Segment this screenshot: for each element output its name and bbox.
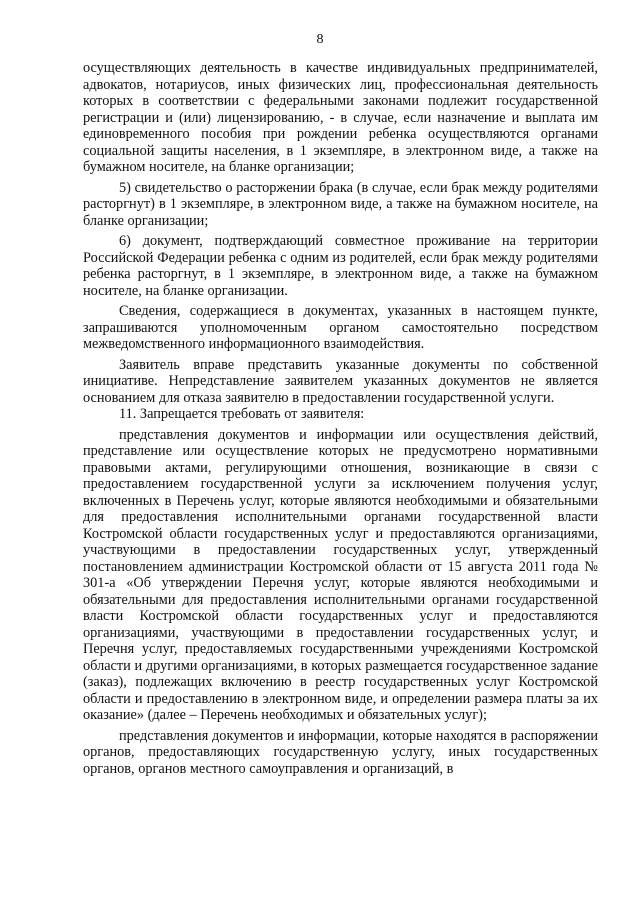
page-number: 8 [316,32,324,47]
paragraph-prohibition-1: представления документов и информации или осуществления действий, представление или осуществление которых не предусмотрено нормативными правовыми актами, регулирующими отношения, возникающие в связи с предоставлением государственной услуги за исключением получения услуг, включенных в Перечень услуг, которые являются необходимыми и обязательными для предоставления исполнительными органами государственной власти Костромской области государственных услуг и предоставляются организациями, участвующими в предоставлении государственных услуг, утвержденный постановлением администрации Костромской области от 15 августа 2011 года № 301-а «Об утверждении Перечня услуг, которые являются необходимыми и обязательными для предоставления исполнительными органами государственной власти Костромской области государственных услуг и предоставляются организациями, участвующими в предоставлении государственных услуг, и Перечня услуг, предоставляемых государственными учреждениями Костромской области и другими организациями, в которых размещается государственное задание (заказ), подлежащих включению в реестр государственных услуг Костромской области и предоставлению в электронном виде, и определении размера платы за их оказание» (далее – Перечень необходимых и обязательных услуг); [83,426,598,723]
paragraph-applicant-right: Заявитель вправе представить указанные документы по собственной инициативе. Непредставление заявителем указанных документов не является основанием для отказа заявителю в предоставлении государственной услуги. [83,356,598,406]
paragraph-item-5: 5) свидетельство о расторжении брака (в случае, если брак между родителями расторгнут) в 1 экземпляре, в электронном виде, а также на бумажном носителе, на бланке организации; [83,179,598,229]
paragraph-interagency-info: Сведения, содержащиеся в документах, указанных в настоящем пункте, запрашиваются уполномоченным органом самостоятельно посредством межведомственного информационного взаимодействия. [83,303,598,352]
paragraph-prohibition-2: представления документов и информации, которые находятся в распоряжении органов, предоставляющих государственную услугу, иных государственных органов, органов местного самоуправления и организаций, в [83,727,598,777]
paragraph-item-6: 6) документ, подтверждающий совместное проживание на территории Российской Федерации ребенка с одним из родителей, если брак между родителями ребенка расторгнут, в 1 экземпляре, в электронном виде, а также на бумажном носителе, на бланке организации. [83,233,598,299]
document-body [83,60,598,777]
paragraph-continuation: осуществляющих деятельность в качестве индивидуальных предпринимателей, адвокатов, нотариусов, иных физических лиц, профессиональная деятельность которых в соответствии с федеральными законами подлежит государственной регистрации и (или) лицензированию, - в случае, если назначение и выплата им единовременного пособия при рождении ребенка осуществляются органами социальной защиты населения, в 1 экземпляре, в электронном виде, а также на бумажном носителе, на бланке организации; [83,60,598,175]
paragraph-clause-11-heading: 11. Запрещается требовать от заявителя: [119,406,365,422]
